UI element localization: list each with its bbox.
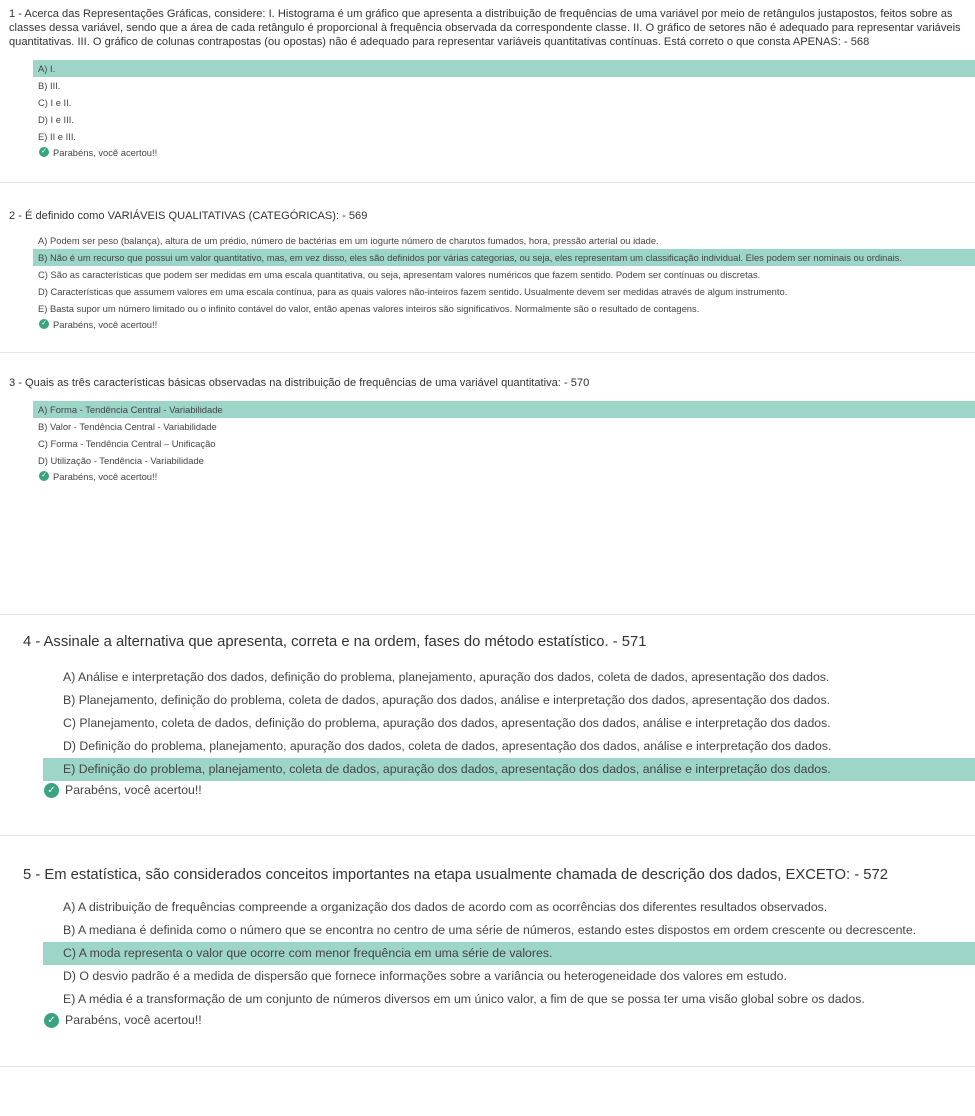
option-a[interactable]: A) Forma - Tendência Central - Variabilidade xyxy=(33,401,975,418)
option-b[interactable]: B) Não é um recurso que possui um valor quantitativo, mas, em vez disso, eles são definidos por várias categorias, ou seja, eles representam um classificação individual. Eles podem ser nominais ou ordinais. xyxy=(33,249,975,266)
question-title: 5 - Em estatística, são considerados conceitos importantes na etapa usualmente chamada de descrição dos dados, EXCETO: - 572 xyxy=(23,867,888,883)
feedback xyxy=(0,469,975,483)
option-d[interactable]: D) Características que assumem valores em uma escala contínua, para as quais valores não-inteiros fazem sentido. Usualmente devem ser medidas através de algum instrumento. xyxy=(38,286,788,297)
question-1 xyxy=(0,7,975,159)
check-circle-icon: ✓ xyxy=(39,147,49,157)
option-a[interactable]: A) I. xyxy=(33,60,975,77)
feedback xyxy=(0,317,975,331)
feedback-text: Parabéns, você acertou!! xyxy=(65,783,202,797)
option-b[interactable]: B) Valor - Tendência Central - Variabilidade xyxy=(38,421,217,432)
divider xyxy=(0,352,975,353)
option-e[interactable]: E) Definição do problema, planejamento, coleta de dados, apuração dos dados, apresentação dos dados, análise e interpretação dos dados. xyxy=(43,758,975,781)
option-c[interactable]: C) São as características que podem ser medidas em uma escala quantitativa, ou seja, apresentam valores numéricos que fazem sentido. Podem ser contínuas ou discretas. xyxy=(38,269,761,280)
option-a[interactable]: A) Análise e interpretação dos dados, definição do problema, planejamento, apuração dos dados, coleta de dados, apresentação dos dados. xyxy=(63,670,830,684)
option-c[interactable]: C) A moda representa o valor que ocorre com menor frequência em uma série de valores. xyxy=(43,942,975,965)
divider xyxy=(0,1066,975,1067)
check-circle-icon: ✓ xyxy=(39,471,49,481)
feedback-text: Parabéns, você acertou!! xyxy=(53,318,158,330)
option-d[interactable]: D) I e III. xyxy=(38,114,74,125)
option-a[interactable]: A) A distribuição de frequências compreende a organização dos dados de acordo com as ocorrências dos diferentes resultados observados. xyxy=(63,900,828,914)
question-5 xyxy=(0,866,975,1029)
feedback-text: Parabéns, você acertou!! xyxy=(53,470,158,482)
feedback-text: Parabéns, você acertou!! xyxy=(65,1013,202,1027)
check-circle-icon: ✓ xyxy=(44,783,59,798)
option-b[interactable]: B) A mediana é definida como o número que se encontra no centro de uma série de números, estando estes dispostos em ordem crescente ou decrescente. xyxy=(63,923,917,937)
feedback xyxy=(0,781,975,799)
option-d[interactable]: D) Definição do problema, planejamento, apuração dos dados, coleta de dados, apresentação dos dados, análise e interpretação dos dados. xyxy=(63,739,832,753)
divider xyxy=(0,835,975,836)
feedback-text: Parabéns, você acertou!! xyxy=(53,146,158,158)
option-c[interactable]: C) I e II. xyxy=(38,97,72,108)
question-4 xyxy=(0,633,975,799)
question-title: 2 - É definido como VARIÁVEIS QUALITATIVAS (CATEGÓRICAS): - 569 xyxy=(9,210,368,222)
divider xyxy=(0,182,975,183)
question-title: 1 - Acerca das Representações Gráficas, considere: I. Histograma é um gráfico que apresenta a distribuição de frequências de uma variável por meio de retângulos justapostos, feitos sobre as classes dessa variável, sendo que a área de cada retângulo é proporcional à frequência observada da correspondente classe. II. O gráfico de setores não é adequado para representar variáveis quantitativas. III. O gráfico de colunas contrapostas (ou opostas) não é adequado para representar variáveis quantitativas contínuas. Está correto o que consta APENAS: - 568 xyxy=(9,8,961,48)
question-3 xyxy=(0,376,975,483)
check-circle-icon: ✓ xyxy=(44,1013,59,1028)
feedback xyxy=(0,145,975,159)
question-title: 4 - Assinale a alternativa que apresenta, correta e na ordem, fases do método estatístico. - 571 xyxy=(23,634,647,650)
option-e[interactable]: E) II e III. xyxy=(38,131,77,142)
question-2 xyxy=(0,209,975,331)
question-title: 3 - Quais as três características básicas observadas na distribuição de frequências de uma variável quantitativa: - 570 xyxy=(9,377,590,389)
option-c[interactable]: C) Forma - Tendência Central – Unificação xyxy=(38,438,216,449)
option-d[interactable]: D) O desvio padrão é a medida de dispersão que fornece informações sobre a variância ou heterogeneidade dos valores em estudo. xyxy=(63,969,787,983)
option-e[interactable]: E) Basta supor um número limitado ou o infinito contável do valor, então apenas valores inteiros são significativos. Normalmente são o resultado de contagens. xyxy=(38,303,700,314)
option-d[interactable]: D) Utilização - Tendência - Variabilidade xyxy=(38,455,204,466)
option-e[interactable]: E) A média é a transformação de um conjunto de números diversos em um único valor, a fim de que se possa ter uma visão global sobre os dados. xyxy=(63,992,865,1006)
option-c[interactable]: C) Planejamento, coleta de dados, definição do problema, apuração dos dados, apresentação dos dados, análise e interpretação dos dados. xyxy=(63,716,831,730)
option-b[interactable]: B) Planejamento, definição do problema, coleta de dados, apuração dos dados, análise e interpretação dos dados, apresentação dos dados. xyxy=(63,693,831,707)
option-b[interactable]: B) III. xyxy=(38,80,61,91)
divider xyxy=(0,614,975,615)
feedback xyxy=(0,1011,975,1029)
check-circle-icon: ✓ xyxy=(39,319,49,329)
option-a[interactable]: A) Podem ser peso (balança), altura de um prédio, número de bactérias em um iogurte número de charutos fumados, hora, pressão arterial ou idade. xyxy=(38,235,659,246)
